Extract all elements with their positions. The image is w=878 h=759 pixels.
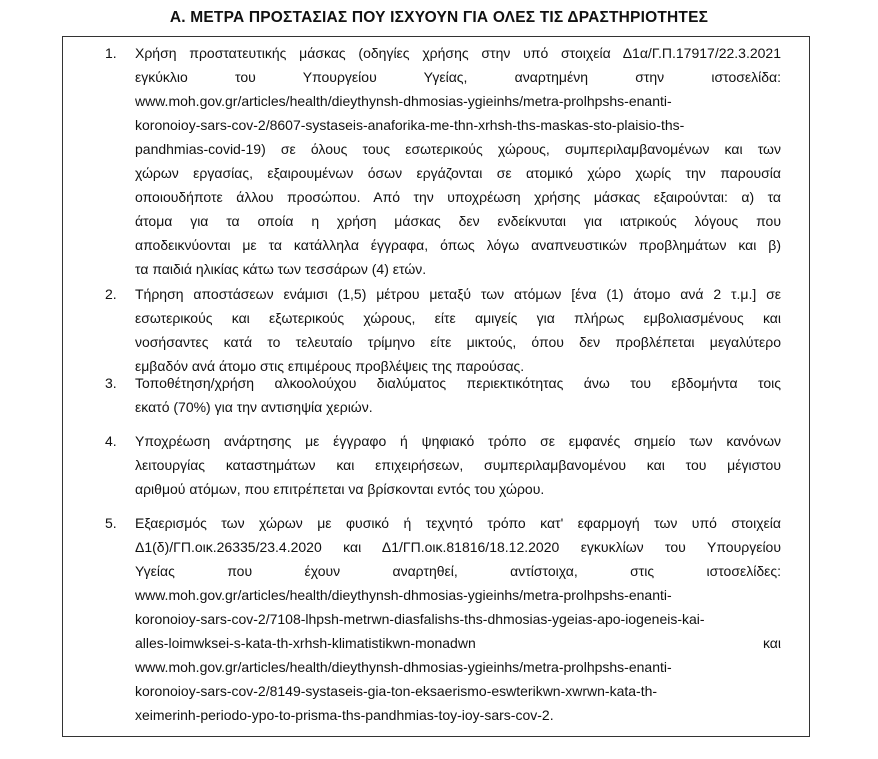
measures-box (62, 36, 810, 737)
item-number: 5. (105, 515, 117, 531)
item-number: 3. (105, 375, 117, 391)
item-text-line: Υγείας που έχουν αναρτηθεί, αντίστοιχα, στις ιστοσελίδες: (135, 563, 781, 579)
item-text-line: αριθμού ατόμων, που επιτρέπεται να βρίσκονται εντός του χώρου. (135, 481, 545, 497)
item-text-line: koronoioy-sars-cov-2/8149-systaseis-gia-ton-eksaerismo-eswterikwn-xwrwn-kata-th- (135, 683, 658, 699)
item-text-line: Εξαερισμός των χώρων με φυσικό ή τεχνητό τρόπο κατ' εφαρμογή των υπό στοιχεία (135, 515, 781, 531)
item-text-line: www.moh.gov.gr/articles/health/dieythynsh-dhmosias-ygieinhs/metra-prolhpshs-enanti- (135, 659, 672, 675)
item-text-line: λειτουργίας καταστημάτων και επιχειρήσεων, συμπεριλαμβανομένου και του μέγιστου (135, 457, 781, 473)
item-number: 1. (105, 45, 117, 61)
item-text-line: νοσήσαντες κατά το τελευταίο τρίμηνο είτε μικτούς, όπου δεν προβλέπεται μεγαλύτερο (135, 334, 781, 350)
item-text-line: Υποχρέωση ανάρτησης με έγγραφο ή ψηφιακό τρόπο σε εμφανές σημείο των κανόνων (135, 433, 781, 449)
item-text-line: Χρήση προστατευτικής μάσκας (οδηγίες χρήσης στην υπό στοιχεία Δ1α/Γ.Π.17917/22.3.2021 (135, 45, 781, 61)
item-text-line: αποδεικνύονται με τα κατάλληλα έγγραφα, όπως λόγω αναπνευστικών προβλημάτων και β) (135, 237, 781, 253)
item-number: 2. (105, 286, 117, 302)
item-text-line: Τοποθέτηση/χρήση αλκοολούχου διαλύματος περιεκτικότητας άνω του εβδομήντα τοις (135, 375, 781, 391)
item-number: 4. (105, 433, 117, 449)
item-text-line: koronoioy-sars-cov-2/7108-lhpsh-metrwn-diasfalishs-ths-dhmosias-ygeias-apo-iogeneis-kai- (135, 611, 705, 627)
item-text-line: alles-loimwksei-s-kata-th-xrhsh-klimatistikwn-monadwn και (135, 635, 781, 651)
item-text-line: pandhmias-covid-19) σε όλους τους εσωτερικούς χώρους, συμπεριλαμβανομένων και των (135, 141, 781, 157)
item-text-line: koronoioy-sars-cov-2/8607-systaseis-anaforika-me-thn-xrhsh-ths-maskas-sto-plaisio-ths- (135, 117, 685, 133)
item-text-line: www.moh.gov.gr/articles/health/dieythynsh-dhmosias-ygieinhs/metra-prolhpshs-enanti- (135, 93, 672, 109)
item-text-line: οποιουδήποτε άλλου προσώπου. Από την υποχρέωση χρήσης μάσκας εξαιρούνται: α) τα (135, 189, 781, 205)
item-text-line: άτομα για τα οποία η χρήση μάσκας δεν ενδείκνυται για ιατρικούς λόγους που (135, 213, 781, 229)
item-text-line: εμβαδόν ανά άτομο στις επιμέρους προβλέψεις της παρούσας. (135, 358, 525, 374)
item-text-line: εσωτερικούς και εξωτερικούς χώρους, είτε αμιγείς για πλήρως εμβολιασμένους και (135, 310, 781, 326)
item-text-line: εγκύκλιο του Υπουργείου Υγείας, αναρτημένη στην ιστοσελίδα: (135, 69, 781, 85)
item-text-line: χώρων εργασίας, εξαιρουμένων όσων εργάζονται σε ατομικό χώρο χωρίς την παρουσία (135, 165, 781, 181)
item-text-line: Τήρηση αποστάσεων ενάμισι (1,5) μέτρου μεταξύ των ατόμων [ένα (1) άτομο ανά 2 τ.μ.] σε (135, 286, 781, 302)
item-text-line: εκατό (70%) για την αντισηψία χεριών. (135, 399, 373, 415)
item-text-line: www.moh.gov.gr/articles/health/dieythynsh-dhmosias-ygieinhs/metra-prolhpshs-enanti- (135, 587, 672, 603)
item-text-line: Δ1(δ)/ΓΠ.οικ.26335/23.4.2020 και Δ1/ΓΠ.οικ.81816/18.12.2020 εγκυκλίων του Υπουργείου (135, 539, 781, 555)
item-text-line: xeimerinh-periodo-ypo-to-prisma-ths-pandhmias-toy-ioy-sars-cov-2. (135, 707, 554, 723)
section-title: Α. ΜΕΤΡΑ ΠΡΟΣΤΑΣΙΑΣ ΠΟΥ ΙΣΧΥΟΥΝ ΓΙΑ ΟΛΕΣ ΤΙΣ ΔΡΑΣΤΗΡΙΟΤΗΤΕΣ (169, 9, 709, 26)
item-text-line: τα παιδιά ηλικίας κάτω των τεσσάρων (4) ετών. (135, 261, 427, 277)
